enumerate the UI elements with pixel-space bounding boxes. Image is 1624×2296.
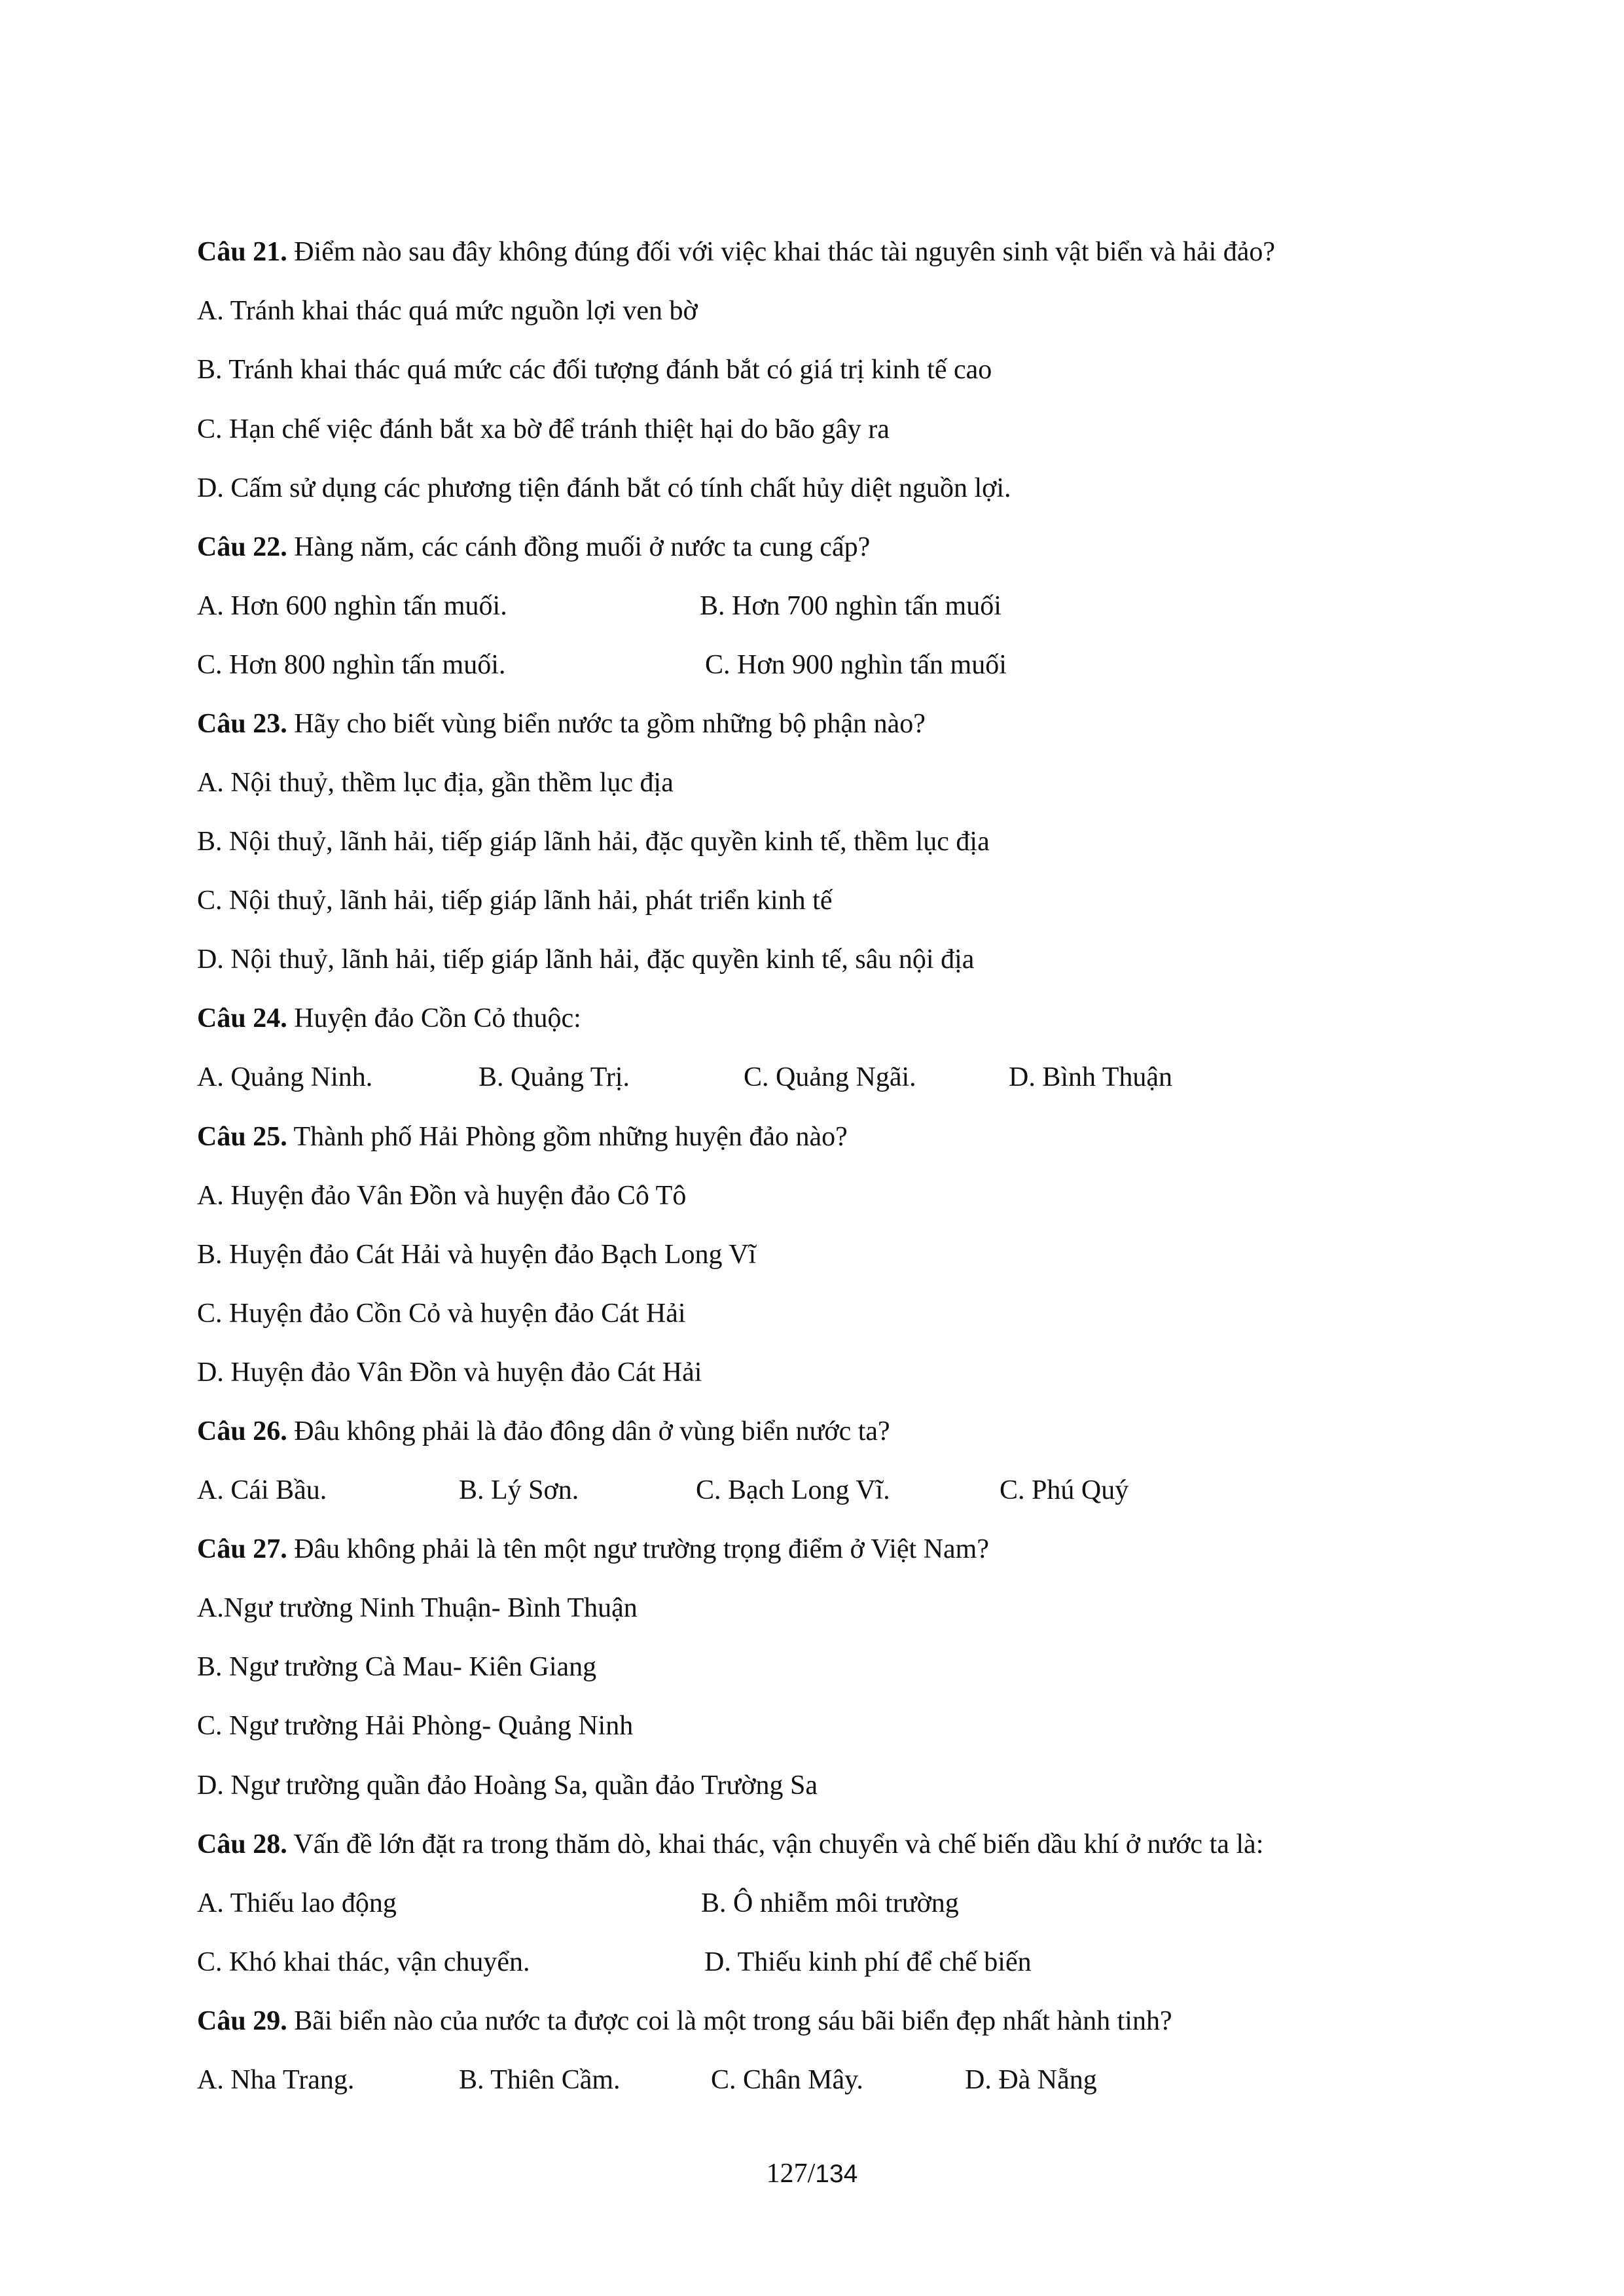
option-26-a: A. Cái Bầu. <box>197 1475 327 1505</box>
option-27-c: C. Ngư trường Hải Phòng- Quảng Ninh <box>197 1711 634 1741</box>
question-number: Câu 25. <box>197 1122 287 1152</box>
option-28-d: D. Thiếu kinh phí để chế biến <box>704 1947 1032 1977</box>
question-text: Hãy cho biết vùng biển nước ta gồm những bộ phận nào? <box>287 709 926 739</box>
page-number <box>0 2155 1624 2193</box>
option-21-d: D. Cấm sử dụng các phương tiện đánh bắt có tính chất hủy diệt nguồn lợi. <box>197 473 1011 503</box>
question-28 <box>197 1826 1263 1863</box>
option-27-d: D. Ngư trường quần đảo Hoàng Sa, quần đảo Trường Sa <box>197 1770 818 1801</box>
question-number: Câu 23. <box>197 709 287 739</box>
question-text: Điểm nào sau đây không đúng đối với việc khai thác tài nguyên sinh vật biển và hải đảo? <box>287 237 1276 267</box>
option-24-a: A. Quảng Ninh. <box>197 1062 373 1092</box>
question-number: Câu 29. <box>197 2006 287 2036</box>
option-25-a: A. Huyện đảo Vân Đồn và huyện đảo Cô Tô <box>197 1181 687 1211</box>
option-22-b: B. Hơn 700 nghìn tấn muối <box>700 591 1001 621</box>
question-text: Vấn đề lớn đặt ra trong thăm dò, khai thác, vận chuyển và chế biến dầu khí ở nước ta là: <box>287 1829 1264 1859</box>
question-25 <box>197 1119 848 1155</box>
option-28-c: C. Khó khai thác, vận chuyển. <box>197 1947 530 1977</box>
option-26-c: C. Bạch Long Vĩ. <box>696 1475 890 1505</box>
question-number: Câu 27. <box>197 1534 287 1564</box>
question-text: Thành phố Hải Phòng gồm những huyện đảo nào? <box>287 1122 848 1152</box>
question-number: Câu 24. <box>197 1003 287 1033</box>
question-21 <box>197 234 1275 270</box>
option-29-c: C. Chân Mây. <box>711 2065 863 2095</box>
option-25-d: D. Huyện đảo Vân Đồn và huyện đảo Cát Hải <box>197 1357 702 1388</box>
option-24-d: D. Bình Thuận <box>1009 1062 1173 1092</box>
option-24-c: C. Quảng Ngãi. <box>744 1062 916 1092</box>
question-number: Câu 26. <box>197 1416 287 1446</box>
question-23 <box>197 706 926 742</box>
question-29 <box>197 2003 1172 2039</box>
option-22-a: A. Hơn 600 nghìn tấn muối. <box>197 591 507 621</box>
question-22 <box>197 529 870 565</box>
option-21-b: B. Tránh khai thác quá mức các đối tượng đánh bắt có giá trị kinh tế cao <box>197 355 992 385</box>
option-23-a: A. Nội thuỷ, thềm lục địa, gần thềm lục địa <box>197 768 674 798</box>
question-24 <box>197 1000 581 1037</box>
question-text: Đâu không phải là tên một ngư trường trọng điểm ở Việt Nam? <box>287 1534 989 1564</box>
option-24-b: B. Quảng Trị. <box>478 1062 630 1092</box>
option-23-d: D. Nội thuỷ, lãnh hải, tiếp giáp lãnh hải, đặc quyền kinh tế, sâu nội địa <box>197 944 975 975</box>
question-number: Câu 28. <box>197 1829 287 1859</box>
option-26-b: B. Lý Sơn. <box>459 1475 579 1505</box>
option-22-c: C. Hơn 800 nghìn tấn muối. <box>197 650 506 680</box>
page-current: 127/ <box>766 2159 816 2189</box>
option-21-a: A. Tránh khai thác quá mức nguồn lợi ven bờ <box>197 296 698 326</box>
option-23-b: B. Nội thuỷ, lãnh hải, tiếp giáp lãnh hải, đặc quyền kinh tế, thềm lục địa <box>197 827 990 857</box>
option-25-c: C. Huyện đảo Cồn Cỏ và huyện đảo Cát Hải <box>197 1299 686 1329</box>
option-28-b: B. Ô nhiễm môi trường <box>701 1888 959 1918</box>
question-26 <box>197 1413 890 1450</box>
option-22-d: C. Hơn 900 nghìn tấn muối <box>705 650 1007 680</box>
question-number: Câu 21. <box>197 237 287 267</box>
question-text: Hàng năm, các cánh đồng muối ở nước ta cung cấp? <box>287 532 871 562</box>
option-27-a: A.Ngư trường Ninh Thuận- Bình Thuận <box>197 1593 638 1623</box>
option-26-d: C. Phú Quý <box>1000 1475 1129 1505</box>
option-28-a: A. Thiếu lao động <box>197 1888 397 1918</box>
question-text: Bãi biển nào của nước ta được coi là một trong sáu bãi biển đẹp nhất hành tinh? <box>287 2006 1172 2036</box>
option-23-c: C. Nội thuỷ, lãnh hải, tiếp giáp lãnh hải, phát triển kinh tế <box>197 886 833 916</box>
option-29-b: B. Thiên Cầm. <box>459 2065 621 2095</box>
option-27-b: B. Ngư trường Cà Mau- Kiên Giang <box>197 1652 597 1682</box>
question-text: Đâu không phải là đảo đông dân ở vùng biển nước ta? <box>287 1416 890 1446</box>
option-25-b: B. Huyện đảo Cát Hải và huyện đảo Bạch Long Vĩ <box>197 1240 757 1270</box>
question-27 <box>197 1531 989 1568</box>
question-number: Câu 22. <box>197 532 287 562</box>
option-29-d: D. Đà Nẵng <box>965 2065 1097 2095</box>
option-29-a: A. Nha Trang. <box>197 2065 355 2095</box>
question-text: Huyện đảo Cồn Cỏ thuộc: <box>287 1003 581 1033</box>
page-total: 134 <box>815 2160 858 2188</box>
option-21-c: C. Hạn chế việc đánh bắt xa bờ để tránh thiệt hại do bão gây ra <box>197 414 890 444</box>
